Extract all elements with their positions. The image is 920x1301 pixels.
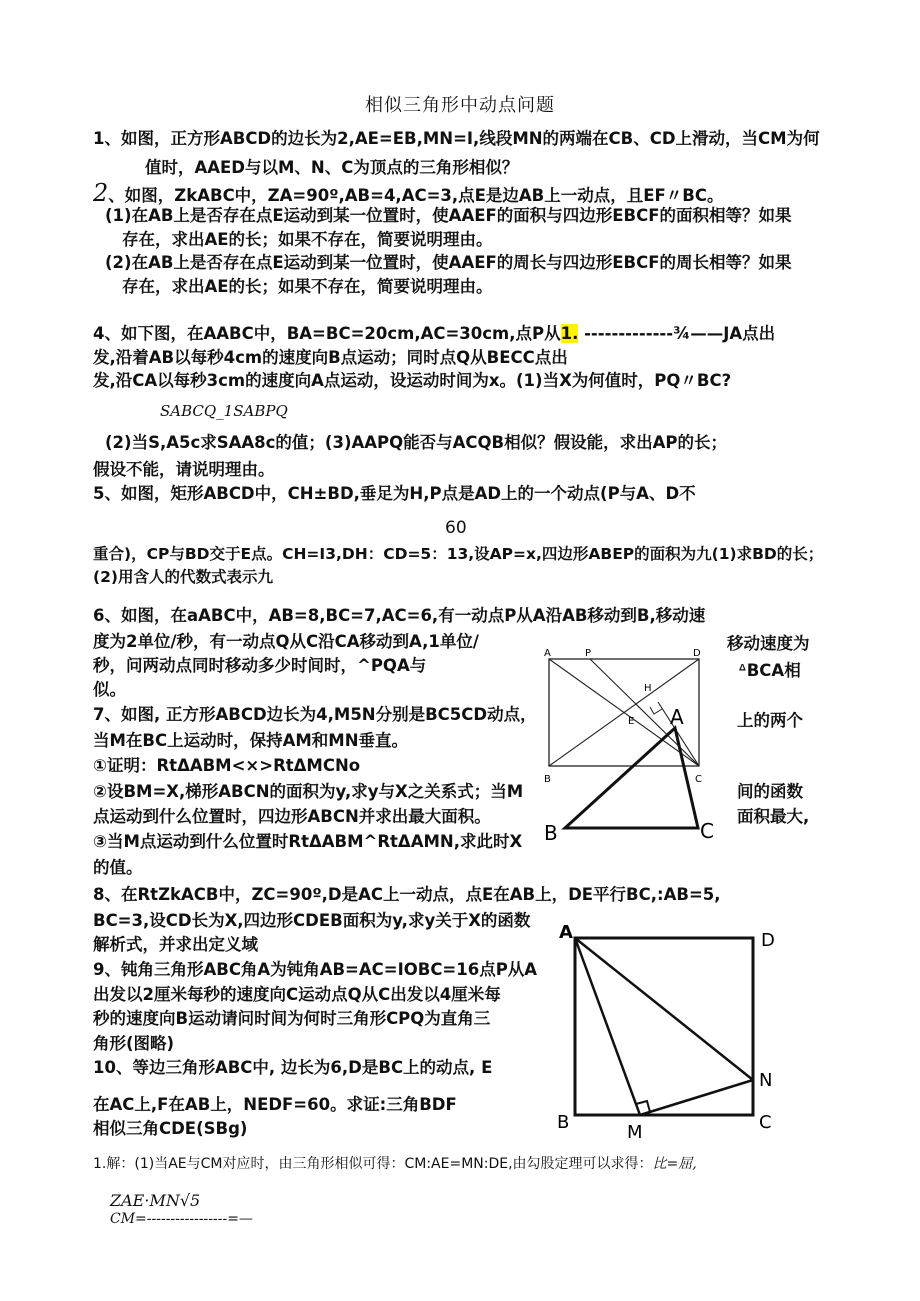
square-label-d: D [761, 930, 775, 951]
problem-7-line-3: ①证明：RtΔABM<×>RtΔMCNo [93, 756, 361, 775]
problem-2-text: 、如图，ZkABC中，ZA=90º,AB=4,AC=3,点E是边AB上一动点，且EF〃BC。 [108, 186, 724, 205]
solution-line-1 [93, 1153, 697, 1175]
problem-9-line-3: 秒的速度向B运动请问时间为何时三角形CPQ为直角三 [93, 1009, 491, 1028]
problem-4-text-a: 4、如下图，在AABC中，BA=BC=20cm,AC=30cm,点P从 [93, 324, 561, 343]
problem-4-line-3: 发,沿CA以每秒3cm的速度向A点运动，设运动时间为x。(1)当X为何值时，PQ〃BC? [93, 371, 732, 390]
problem-9-line-1: 9、钝角三角形ABC角A为钝角AB=AC=IOBC=16点P从A [93, 960, 538, 979]
problem-7-right-2: 间的函数 [737, 782, 803, 801]
problem-2-sub1-line-2: 存在，求出AE的长；如果不存在，简要说明理由。 [122, 230, 493, 249]
triangle-label-a: A [670, 705, 684, 729]
triangle-figure [540, 700, 730, 850]
solution-italic: 比=屈, [652, 1156, 697, 1172]
problem-9-line-4: 角形(图略) [93, 1034, 175, 1053]
problem-2-sub2-line-1: (2)在AB上是否存在点E运动到某一位置时，使AAEF的周长与四边形EBCF的周长相等？如果 [105, 253, 792, 272]
rect-label-d: D [693, 648, 701, 659]
problem-7-line-2: 当M在BC上运动时，保持AM和MN垂直。 [93, 731, 409, 750]
problem-4-highlight: 1. [560, 324, 579, 343]
problem-5-line-2: 重合)，CP与BD交于E点。CH=I3,DH：CD=5：13,设AP=x,四边形ABEP的面积为九(1)求BD的长； [93, 545, 824, 563]
solution-text: 1.解：(1)当AE与CM对应时，由三角形相似可得：CM:AE=MN:DE,由勾股定理可以求得： [93, 1156, 653, 1172]
problem-6-line-4: 似。 [93, 680, 126, 699]
triangle-label-c: C [700, 819, 714, 843]
rect-label-b: B [544, 774, 551, 785]
rect-label-p: P [585, 648, 592, 659]
problem-1-line-2: 值时，AAED与以M、N、C为顶点的三角形相似？ [145, 158, 519, 177]
problem-7-line-5: 点运动到什么位置时，四边形ABCN并求出最大面积。 [93, 807, 491, 826]
problem-2-line-1 [93, 179, 724, 207]
problem-6-right-1: 移动速度为 [727, 634, 810, 653]
square-label-a: A [559, 922, 573, 943]
problem-4-line-1 [93, 323, 775, 345]
triangle-abc [565, 728, 698, 828]
problem-2-number: 2 [93, 179, 109, 207]
problem-2-sub1-line-1: (1)在AB上是否存在点E运动到某一位置时，使AAEF的面积与四边形EBCF的面积相等？如果 [105, 206, 792, 225]
problem-4-text-b: -------------¾——JA点出 [578, 324, 776, 343]
problem-6-line-1: 6、如图，在aABC中，AB=8,BC=7,AC=6,有一动点P从A沿AB移动到B,移动速 [93, 606, 706, 625]
problem-7-line-6: ③当M点运动到什么位置时RtΔABM^RtΔAMN,求此时X [93, 832, 523, 851]
problem-2-sub2-line-2: 存在，求出AE的长；如果不存在，简要说明理由。 [122, 277, 493, 296]
square-label-m: M [627, 1122, 643, 1142]
problem-4-line-5: 假设不能，请说明理由。 [93, 460, 275, 479]
problem-1-line-1: 1、如图，正方形ABCD的边长为2,AE=EB,MN=I,线段MN的两端在CB、CD上滑动，当CM为何 [93, 129, 820, 148]
problem-10-line-2: 在AC上,F在AB上，NEDF=60。求证:三角BDF [93, 1095, 457, 1114]
rect-label-c: C [695, 774, 702, 785]
problem-7-right-3: 面积最大, [737, 807, 810, 826]
problem-4-line-4: (2)当S,A5c求SAA8c的值；(3)AAPQ能否与ACQB相似？假设能，求出AP的长； [105, 433, 727, 452]
problem-6-right-2: ᐞBCA相 [738, 661, 801, 680]
problem-8-line-3: 解析式，并求出定义域 [93, 935, 258, 954]
problem-10-line-3: 相似三角CDE(SBg) [93, 1119, 248, 1138]
problem-5-line-3: (2)用含人的代数式表示九 [93, 568, 273, 586]
problem-7-line-7: 的值。 [93, 858, 143, 877]
problem-4-formula: SABCQ_1SABPQ [160, 402, 288, 420]
square-label-n: N [759, 1070, 773, 1091]
problem-6-line-3: 秒，问两动点同时移动多少时间时，^PQA与 [93, 656, 427, 675]
problem-8-line-2: BC=3,设CD长为X,四边形CDEB面积为y,求y关于X的函数 [93, 911, 531, 930]
problem-4-line-2: 发,沿着AB以每秒4cm的速度向B点运动；同时点Q从BECC点出 [93, 348, 568, 367]
square-label-c: C [759, 1112, 772, 1133]
problem-6-line-2: 度为2单位/秒，有一动点Q从C沿CA移动到A,1单位/ [93, 632, 479, 651]
square-label-b: B [557, 1112, 570, 1133]
segment-mn [640, 1080, 753, 1115]
rect-label-a: A [544, 648, 551, 659]
square-figure [555, 920, 795, 1142]
problem-8-line-1: 8、在RtZkACB中，ZC=90º,D是AC上一动点，点E在AB上，DE平行BC,:AB=5, [93, 885, 721, 904]
problem-7-line-4: ②设BM=X,梯形ABCN的面积为y,求y与X之关系式；当M [93, 782, 524, 801]
page-title: 相似三角形中动点问题 [365, 95, 555, 116]
triangle-label-b: B [544, 821, 558, 845]
problem-10-line-1: 10、等边三角形ABC中, 边长为6,D是BC上的动点, E [93, 1058, 493, 1077]
problem-7-right-1: 上的两个 [737, 711, 803, 730]
solution-formula-2: CM=-----------------=— [110, 1211, 253, 1227]
rect-label-e: E [628, 716, 635, 727]
problem-9-line-2: 出发以2厘米每秒的速度向C运动点Q从C出发以4厘米每 [93, 985, 501, 1004]
rect-label-h: H [644, 683, 652, 694]
solution-formula-1: ZAE·MN√5 [110, 1191, 201, 1210]
problem-5-line-1: 5、如图，矩形ABCD中，CH±BD,垂足为H,P点是AD上的一个动点(P与A、D不 [93, 484, 696, 503]
problem-7-line-1: 7、如图, 正方形ABCD边长为4,M5N分别是BC5CD动点， [93, 705, 537, 724]
page-number: 60 [445, 518, 467, 538]
